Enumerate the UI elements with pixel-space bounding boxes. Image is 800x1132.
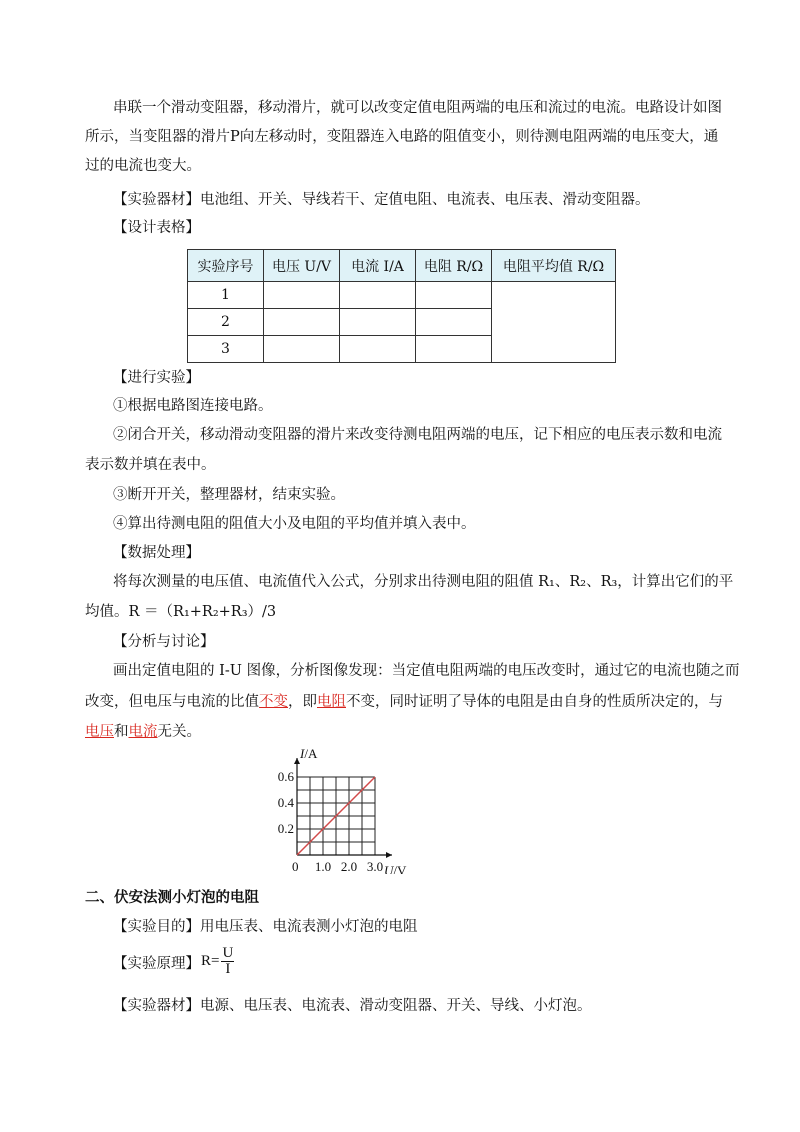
design-table-label: 【设计表格】 (113, 220, 200, 236)
paragraph-line: 串联一个滑动变阻器，移动滑片，就可以改变定值电阻两端的电压和流过的电流。电路设计如图 (113, 100, 722, 116)
y-axis-variable: I (300, 746, 305, 761)
section-heading: 二、伏安法测小灯泡的电阻 (85, 890, 259, 906)
analysis-text: 和 (114, 724, 129, 740)
data-table (187, 249, 616, 363)
step-line: ③断开开关，整理器材，结束实验。 (113, 487, 345, 503)
x-tick-label: 2.0 (340, 859, 358, 874)
table-cell: 1 (188, 282, 264, 309)
x-axis-variable: U (384, 863, 394, 874)
table-cell (264, 282, 340, 309)
purpose-line: 【实验目的】用电压表、电流表测小灯泡的电阻 (113, 919, 418, 935)
x-tick-label: 0 (292, 859, 299, 874)
table-cell: 3 (188, 336, 264, 363)
iu-chart (268, 744, 428, 874)
resistance-formula (201, 946, 234, 977)
table-header-cell: 电流 I/A (340, 250, 416, 282)
table-cell (264, 336, 340, 363)
table-header-cell: 实验序号 (188, 250, 264, 282)
x-tick-label: 1.0 (314, 859, 332, 874)
table-cell: 2 (188, 309, 264, 336)
formula-lhs: R (201, 952, 212, 969)
formula-numerator: U (222, 945, 234, 961)
step-line: ②闭合开关，移动滑动变阻器的滑片来改变待测电阻两端的电压，记下相应的电压表示数和电流 (113, 427, 722, 443)
table-cell-average (492, 282, 616, 363)
step-line: ④算出待测电阻的阻值大小及电阻的平均值并填入表中。 (113, 516, 476, 532)
table-cell (416, 282, 492, 309)
table-header-cell: 电阻 R/Ω (416, 250, 492, 282)
procedure-title: 【进行实验】 (113, 370, 200, 386)
table-cell (340, 336, 416, 363)
analysis-text: ，即 (288, 694, 317, 710)
analysis-title: 【分析与讨论】 (113, 634, 215, 650)
y-axis-unit: /A (304, 746, 318, 761)
principle-label: 【实验原理】 (113, 956, 200, 972)
y-tick-label: 0.6 (277, 769, 294, 784)
table-header-cell: 电压 U/V (264, 250, 340, 282)
table-row (188, 282, 616, 309)
analysis-line (85, 692, 723, 712)
y-axis-label (299, 746, 318, 761)
analysis-text: 不变，同时证明了导体的电阻是由自身的性质所决定的，与 (346, 694, 723, 710)
table-header-cell: 电阻平均值 R/Ω (492, 250, 616, 282)
table-cell (416, 309, 492, 336)
x-tick-label: 3.0 (366, 859, 384, 874)
paragraph-line: 过的电流也变大。 (85, 158, 201, 174)
formula-fraction (221, 946, 234, 977)
equipment-line: 【实验器材】电源、电压表、电流表、滑动变阻器、开关、导线、小灯泡。 (113, 998, 592, 1014)
y-tick-label: 0.2 (277, 821, 294, 836)
paragraph-line: 所示，当变阻器的滑片P向左移动时，变阻器连入电路的阻值变小，则待测电阻两端的电压变大，通 (85, 129, 719, 145)
x-axis-arrow (386, 852, 392, 858)
table-header-row (188, 250, 616, 282)
step-line: ①根据电路图连接电路。 (113, 398, 273, 414)
table-cell (340, 309, 416, 336)
analysis-line: 画出定值电阻的 I-U 图像，分析图像发现：当定值电阻两端的电压改变时，通过它的电流也随之而 (113, 663, 740, 679)
analysis-text: 无关。 (157, 724, 201, 740)
analysis-line (85, 722, 715, 742)
analysis-text: 改变，但电压与电流的比值 (85, 694, 259, 710)
x-axis-unit: /V (393, 863, 407, 874)
step-line: 表示数并填在表中。 (85, 457, 216, 473)
answer-blank: 电流 (128, 724, 158, 740)
answer-blank: 不变 (259, 694, 288, 710)
y-tick-label: 0.4 (277, 795, 294, 810)
table-cell (264, 309, 340, 336)
data-line: 均值。R ＝（R₁+R₂+R₃）/3 (85, 604, 277, 620)
formula-eq: = (211, 952, 220, 969)
table-cell (340, 282, 416, 309)
answer-blank: 电压 (85, 724, 114, 740)
equipment-line: 【实验器材】电池组、开关、导线若干、定值电阻、电流表、电压表、滑动变阻器。 (113, 192, 650, 208)
data-title: 【数据处理】 (113, 545, 200, 561)
x-axis-label (384, 863, 407, 874)
data-line: 将每次测量的电压值、电流值代入公式，分别求出待测电阻的阻值 R₁、R₂、R₃，计算出它们的平 (113, 574, 734, 590)
table-cell (416, 336, 492, 363)
formula-denominator: I (225, 961, 231, 977)
answer-blank: 电阻 (317, 694, 346, 710)
